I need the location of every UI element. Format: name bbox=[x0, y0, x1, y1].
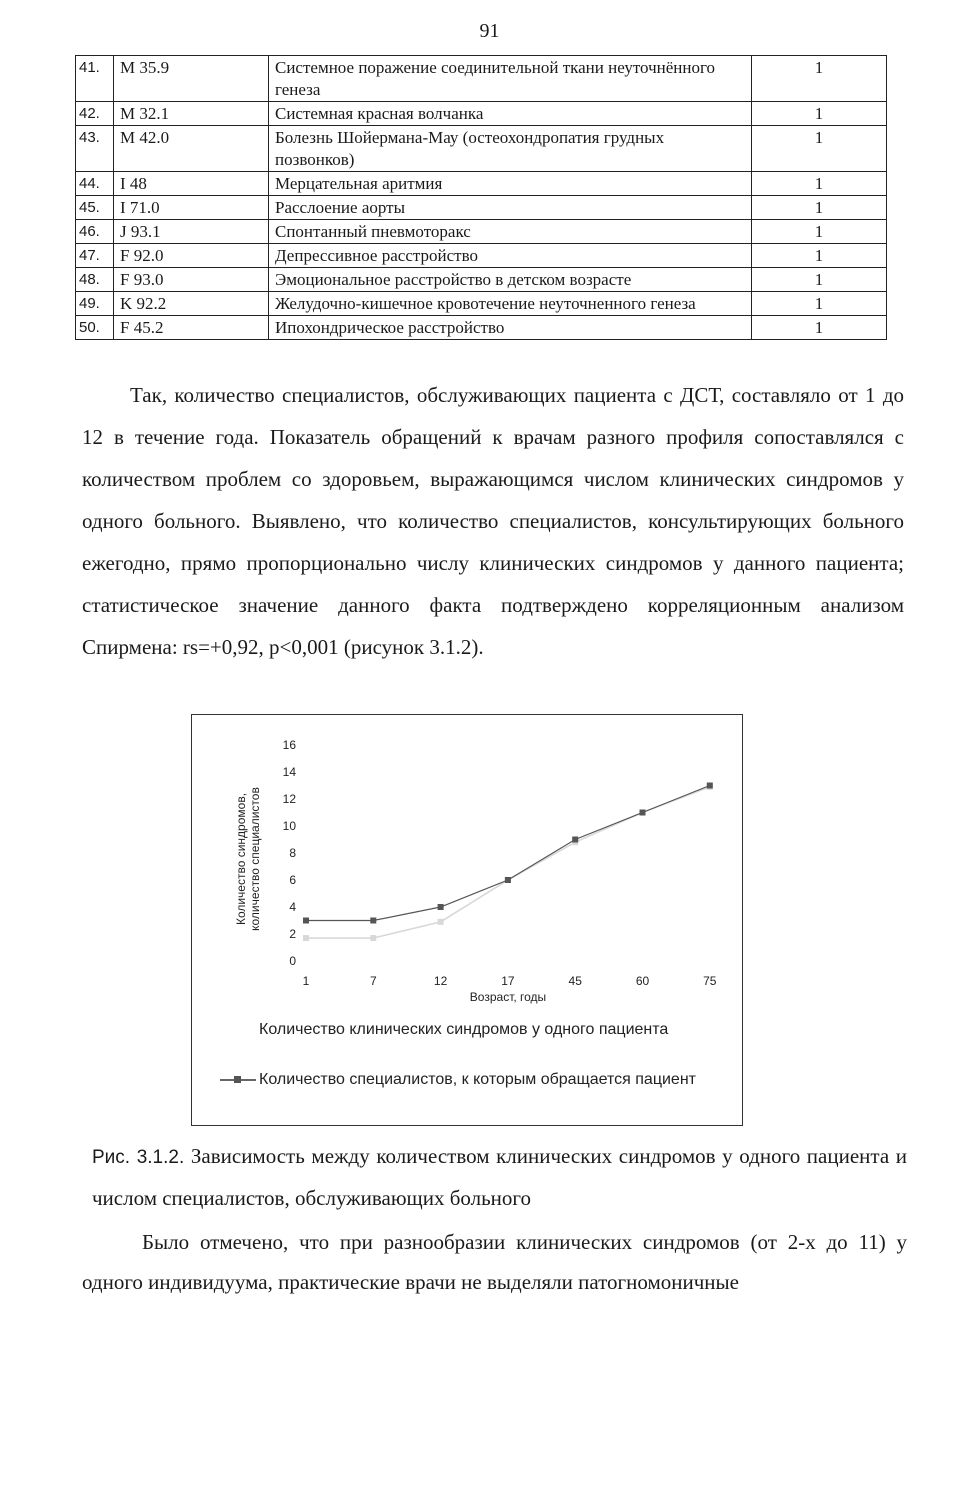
cell-count: 1 bbox=[752, 292, 887, 316]
cell-row-number: 49. bbox=[76, 292, 114, 316]
table-row bbox=[76, 196, 887, 220]
table-row bbox=[76, 126, 887, 172]
table-row bbox=[76, 172, 887, 196]
paragraph-2: Было отмечено, что при разнообразии клинических синдромов (от 2-х до 11) у одного индивидуума, практические врачи не выделяли патогномоничные bbox=[82, 1230, 907, 1294]
cell-row-number: 45. bbox=[76, 196, 114, 220]
cell-row-number: 48. bbox=[76, 268, 114, 292]
cell-row-number: 50. bbox=[76, 316, 114, 340]
cell-diagnosis: Системная красная волчанка bbox=[269, 102, 752, 126]
table-row bbox=[76, 316, 887, 340]
data-point-syndromes bbox=[303, 935, 309, 941]
table-row bbox=[76, 220, 887, 244]
cell-diagnosis: Системное поражение соединительной ткани неуточнённого генеза bbox=[269, 56, 752, 102]
cell-row-number: 46. bbox=[76, 220, 114, 244]
cell-count: 1 bbox=[752, 56, 887, 102]
cell-icd-code: F 92.0 bbox=[114, 244, 269, 268]
x-tick-label: 75 bbox=[703, 974, 717, 988]
cell-row-number: 43. bbox=[76, 126, 114, 172]
x-axis-label: Возраст, годы bbox=[469, 990, 547, 1004]
y-tick-label: 2 bbox=[289, 927, 296, 941]
cell-icd-code: K 92.2 bbox=[114, 292, 269, 316]
cell-row-number: 41. bbox=[76, 56, 114, 102]
series-line-specialists bbox=[306, 786, 710, 921]
data-point-specialists bbox=[370, 918, 376, 924]
cell-icd-code: J 93.1 bbox=[114, 220, 269, 244]
cell-row-number: 44. bbox=[76, 172, 114, 196]
data-point-specialists bbox=[707, 783, 713, 789]
y-axis-label-line1: Количество синдромов, bbox=[234, 792, 248, 926]
legend-entry-specialists: Количество специалистов, к которым обращается пациент bbox=[259, 1071, 696, 1088]
legend-marker-specialists bbox=[220, 1079, 256, 1081]
line-chart bbox=[192, 715, 742, 1015]
paragraph-1: Так, количество специалистов, обслуживающих пациента с ДСТ, составляло от 1 до 12 в течение года. Показатель обращений к врачам разного профиля сопоставлялся с количеством проблем со здоровьем, выражающимся числом клинических синдромов у одного больного. Выявлено, что количество специалистов, консультирующих больного ежегодно, прямо пропорционально числу клинических синдромов у данного пациента; статистическое значение данного факта подтверждено корреляционным анализом Спирмена: rs=+0,92, p<0,001 (рисунок 3.1.2). bbox=[82, 383, 904, 659]
cell-icd-code: I 48 bbox=[114, 172, 269, 196]
cell-icd-code: M 42.0 bbox=[114, 126, 269, 172]
y-tick-label: 6 bbox=[289, 873, 296, 887]
table-row bbox=[76, 244, 887, 268]
y-tick-label: 14 bbox=[282, 765, 296, 779]
cell-count: 1 bbox=[752, 316, 887, 340]
cell-count: 1 bbox=[752, 220, 887, 244]
cell-diagnosis: Депрессивное расстройство bbox=[269, 244, 752, 268]
figure-caption-text: Зависимость между количеством клинических синдромов у одного пациента и числом специалистов, обслуживающих больного bbox=[92, 1144, 908, 1210]
data-point-specialists bbox=[505, 877, 511, 883]
y-tick-label: 16 bbox=[282, 738, 296, 752]
cell-row-number: 47. bbox=[76, 244, 114, 268]
data-point-specialists bbox=[303, 918, 309, 924]
data-point-specialists bbox=[572, 837, 578, 843]
y-axis-label-line2: количество специалистов bbox=[248, 787, 262, 931]
cell-count: 1 bbox=[752, 126, 887, 172]
cell-count: 1 bbox=[752, 268, 887, 292]
x-tick-label: 12 bbox=[433, 974, 448, 988]
figure-caption bbox=[92, 1136, 907, 1218]
chart-figure bbox=[191, 714, 743, 1126]
cell-diagnosis: Эмоциональное расстройство в детском возрасте bbox=[269, 268, 752, 292]
cell-diagnosis: Болезнь Шойермана-Мау (остеохондропатия грудных позвонков) bbox=[269, 126, 752, 172]
cell-diagnosis: Мерцательная аритмия bbox=[269, 172, 752, 196]
cell-icd-code: F 45.2 bbox=[114, 316, 269, 340]
data-point-specialists bbox=[438, 904, 444, 910]
diagnosis-table bbox=[75, 55, 887, 340]
x-tick-label: 60 bbox=[635, 974, 650, 988]
data-point-syndromes bbox=[438, 919, 444, 925]
y-tick-label: 8 bbox=[289, 846, 296, 860]
table-row bbox=[76, 56, 887, 102]
cell-count: 1 bbox=[752, 102, 887, 126]
cell-row-number: 42. bbox=[76, 102, 114, 126]
table-row bbox=[76, 292, 887, 316]
figure-label: Рис. 3.1.2. bbox=[92, 1147, 185, 1168]
page-number: 91 bbox=[479, 20, 500, 42]
cell-count: 1 bbox=[752, 196, 887, 220]
cell-icd-code: F 93.0 bbox=[114, 268, 269, 292]
cell-icd-code: M 35.9 bbox=[114, 56, 269, 102]
y-tick-label: 4 bbox=[289, 900, 296, 914]
data-point-syndromes bbox=[370, 935, 376, 941]
y-tick-label: 0 bbox=[289, 954, 296, 968]
y-tick-label: 12 bbox=[282, 792, 296, 806]
y-tick-label: 10 bbox=[282, 819, 296, 833]
x-tick-label: 1 bbox=[302, 974, 310, 988]
cell-diagnosis: Расслоение аорты bbox=[269, 196, 752, 220]
x-tick-label: 45 bbox=[568, 974, 582, 988]
cell-icd-code: M 32.1 bbox=[114, 102, 269, 126]
x-tick-label: 17 bbox=[501, 974, 515, 988]
data-point-specialists bbox=[640, 810, 646, 816]
x-tick-label: 7 bbox=[369, 974, 377, 988]
cell-count: 1 bbox=[752, 172, 887, 196]
legend-entry-syndromes: Количество клинических синдромов у одного пациента bbox=[259, 1021, 669, 1038]
cell-diagnosis: Спонтанный пневмоторакс bbox=[269, 220, 752, 244]
table-row bbox=[76, 102, 887, 126]
cell-count: 1 bbox=[752, 244, 887, 268]
table-row bbox=[76, 268, 887, 292]
cell-diagnosis: Ипохондрическое расстройство bbox=[269, 316, 752, 340]
cell-icd-code: I 71.0 bbox=[114, 196, 269, 220]
cell-diagnosis: Желудочно-кишечное кровотечение неуточненного генеза bbox=[269, 292, 752, 316]
